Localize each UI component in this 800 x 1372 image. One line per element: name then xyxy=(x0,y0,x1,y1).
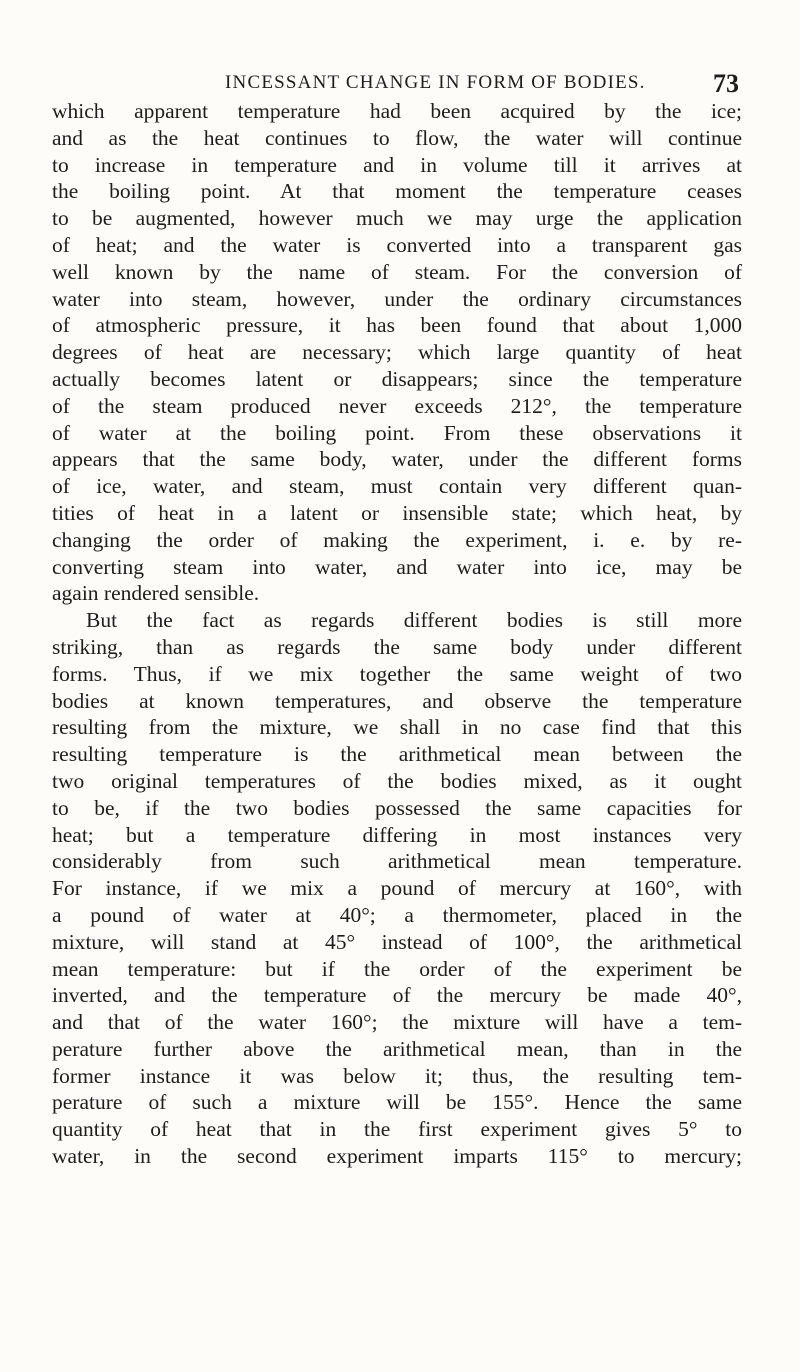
text-line: perature further above the arithmetical mean, than in the xyxy=(52,1036,742,1061)
text-line: of heat; and the water is converted into a transparent gas xyxy=(52,232,742,257)
text-line: quantity of heat that in the first experiment gives 5° to xyxy=(52,1117,742,1142)
text-line: perature of such a mixture will be 155°. Hence the same xyxy=(52,1090,742,1115)
page-number: 73 xyxy=(713,69,739,98)
text-line: considerably from such arithmetical mean temperature. xyxy=(52,849,742,874)
text-line: forms. Thus, if we mix together the same weight of two xyxy=(52,661,742,686)
text-line: again rendered sensible. xyxy=(52,581,260,606)
text-line: inverted, and the temperature of the mercury be made 40°, xyxy=(52,983,742,1008)
text-line: water, in the second experiment imparts 115° to mercury; xyxy=(52,1144,742,1169)
text-line: of the steam produced never exceeds 212°, the temperature xyxy=(52,393,742,418)
text-line: former instance it was below it; thus, the resulting tem- xyxy=(52,1063,742,1088)
text-line: well known by the name of steam. For the conversion of xyxy=(52,259,742,284)
text-line: degrees of heat are necessary; which large quantity of heat xyxy=(52,340,742,365)
text-line: converting steam into water, and water into ice, may be xyxy=(52,554,742,579)
text-line: mixture, will stand at 45° instead of 100°, the arithmetical xyxy=(52,929,742,954)
text-line: two original temperatures of the bodies mixed, as it ought xyxy=(52,768,742,793)
text-line: actually becomes latent or disappears; since the temperature xyxy=(52,366,742,391)
text-line: appears that the same body, water, under the different forms xyxy=(52,447,742,472)
running-title: INCESSANT CHANGE IN FORM OF BODIES. xyxy=(225,72,646,93)
text-line: resulting temperature is the arithmetical mean between the xyxy=(52,742,742,767)
text-line: resulting from the mixture, we shall in no case find that this xyxy=(52,715,742,740)
text-line: and as the heat continues to flow, the water will continue xyxy=(52,125,742,150)
text-line: of atmospheric pressure, it has been found that about 1,000 xyxy=(52,313,742,338)
text-line: water into steam, however, under the ordinary circumstances xyxy=(52,286,742,311)
text-line: mean temperature: but if the order of the experiment be xyxy=(52,956,742,981)
text-line: changing the order of making the experiment, i. e. by re- xyxy=(52,527,742,552)
text-line: For instance, if we mix a pound of mercury at 160°, with xyxy=(52,876,742,901)
body-text xyxy=(52,98,742,1170)
text-line: to increase in temperature and in volume till it arrives at xyxy=(52,152,742,177)
text-line: of water at the boiling point. From these observations it xyxy=(52,420,742,445)
text-line: to be, if the two bodies possessed the same capacities for xyxy=(52,795,742,820)
text-line: a pound of water at 40°; a thermometer, placed in the xyxy=(52,902,742,927)
text-line: striking, than as regards the same body under different xyxy=(52,634,742,659)
text-line: bodies at known temperatures, and observe the temperature xyxy=(52,688,742,713)
text-line: But the fact as regards different bodies is still more xyxy=(86,608,742,633)
text-line: the boiling point. At that moment the temperature ceases xyxy=(52,179,742,204)
text-line: and that of the water 160°; the mixture will have a tem- xyxy=(52,1010,742,1035)
text-line: tities of heat in a latent or insensible state; which heat, by xyxy=(52,500,742,525)
text-line: to be augmented, however much we may urge the application xyxy=(52,206,742,231)
text-line: heat; but a temperature differing in most instances very xyxy=(52,822,742,847)
text-line: which apparent temperature had been acquired by the ice; xyxy=(52,99,742,123)
text-line: of ice, water, and steam, must contain very different quan- xyxy=(52,474,742,499)
